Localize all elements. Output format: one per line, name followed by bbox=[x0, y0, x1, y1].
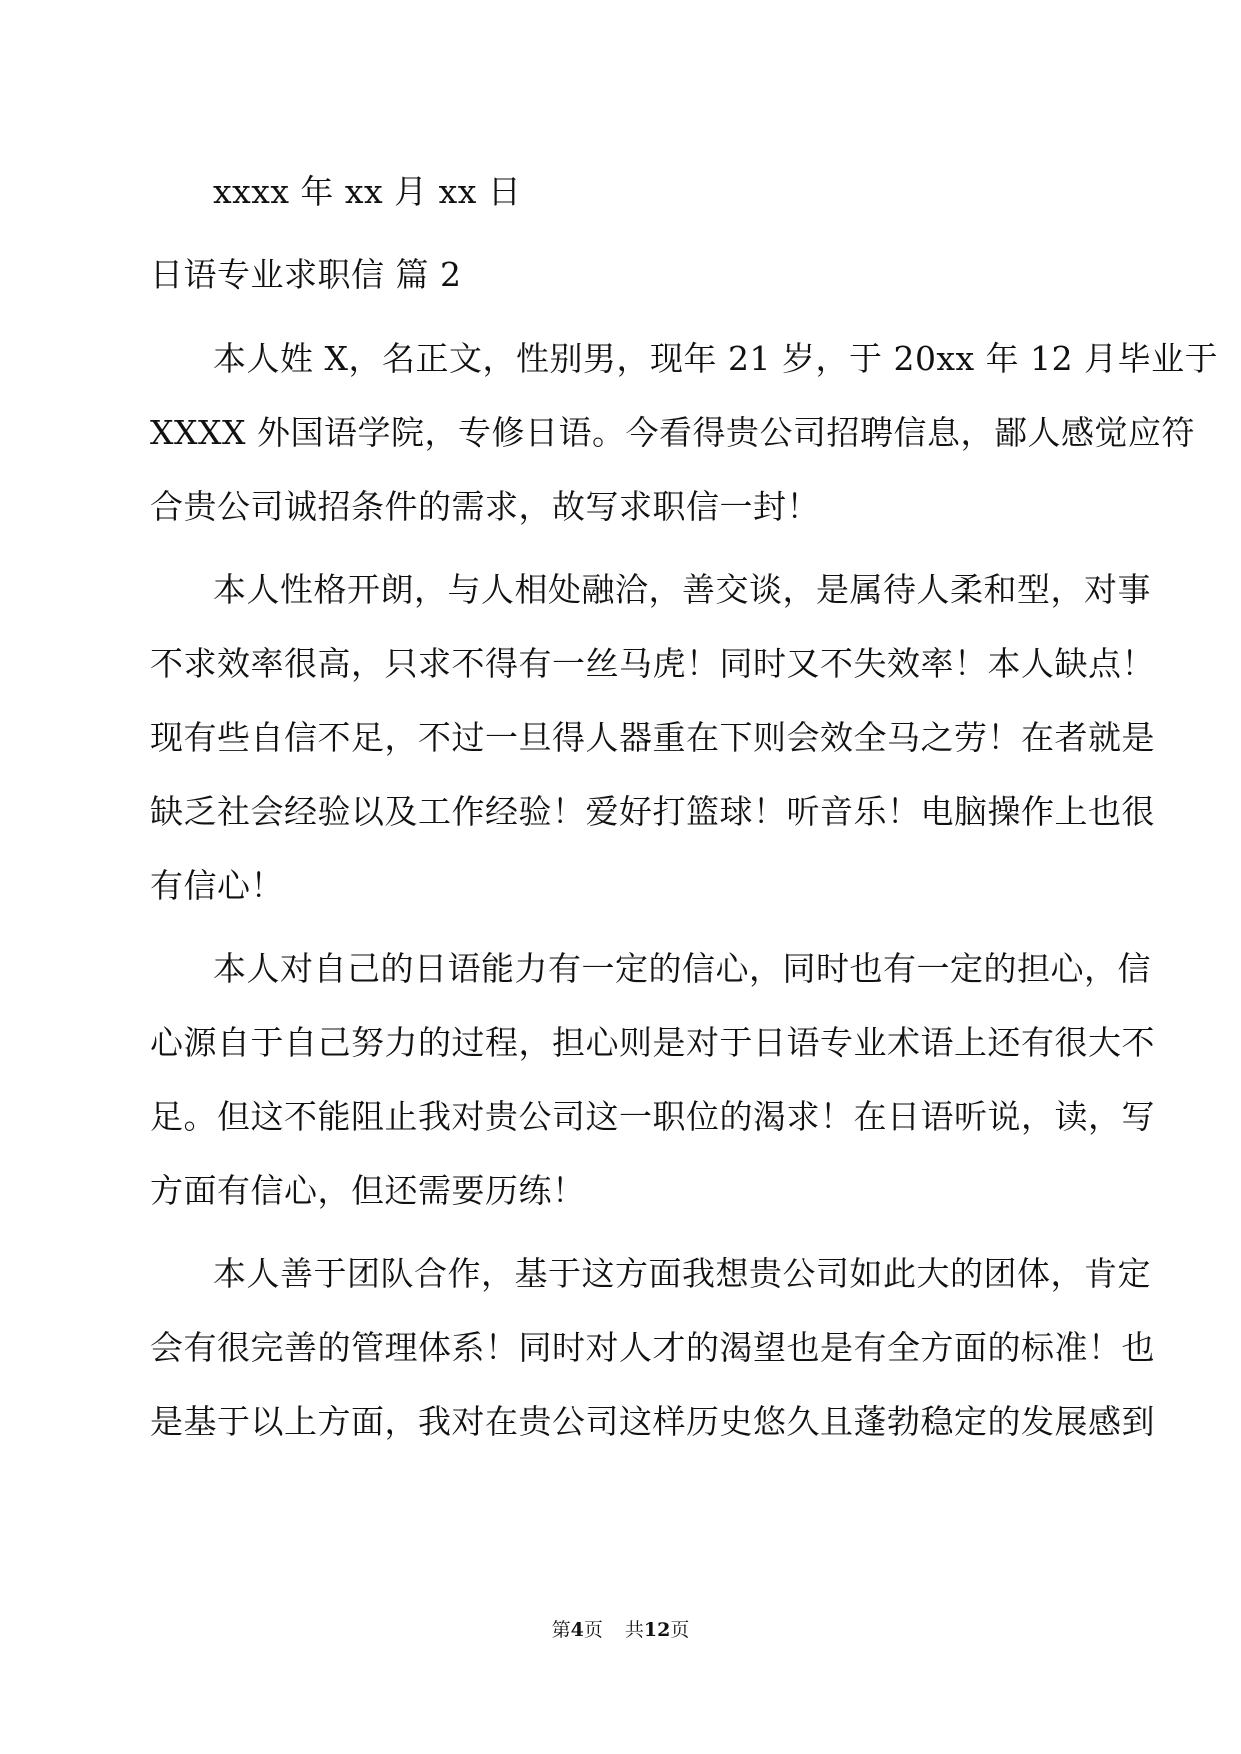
paragraph-3-line-3: 足。但这不能阻止我对贵公司这一职位的渴求！在日语听说，读，写 bbox=[150, 1097, 1155, 1136]
total-prefix: 共 bbox=[624, 1619, 644, 1641]
paragraph-2-line-2: 不求效率很高，只求不得有一丝马虎！同时又不失效率！本人缺点！ bbox=[150, 644, 1155, 683]
paragraph-3-line-1: 本人对自己的日语能力有一定的信心，同时也有一定的担心，信 bbox=[213, 949, 1151, 988]
letter-date: xxxx 年 xx 月 xx 日 bbox=[213, 172, 522, 211]
paragraph-1-line-2: XXXX 外国语学院，专修日语。今看得贵公司招聘信息，鄙人感觉应符 bbox=[150, 413, 1195, 452]
paragraph-4-line-3: 是基于以上方面，我对在贵公司这样历史悠久且蓬勃稳定的发展感到 bbox=[150, 1402, 1155, 1441]
paragraph-1-line-3: 合贵公司诚招条件的需求，故写求职信一封！ bbox=[150, 487, 820, 526]
page-prefix: 第 bbox=[551, 1619, 571, 1641]
paragraph-3-line-4: 方面有信心，但还需要历练！ bbox=[150, 1171, 586, 1210]
total-suffix: 页 bbox=[670, 1619, 690, 1641]
page-footer bbox=[0, 1618, 1241, 1642]
paragraph-2-line-5: 有信心！ bbox=[150, 866, 284, 905]
paragraph-4-line-2: 会有很完善的管理体系！同时对人才的渴望也是有全方面的标准！也 bbox=[150, 1328, 1155, 1367]
section-heading: 日语专业求职信 篇 2 bbox=[150, 255, 462, 294]
paragraph-2-line-3: 现有些自信不足，不过一旦得人器重在下则会效全马之劳！在者就是 bbox=[150, 718, 1155, 757]
page-suffix: 页 bbox=[583, 1619, 603, 1641]
page-number: 4 bbox=[570, 1619, 584, 1641]
paragraph-1-line-1: 本人姓 X，名正文，性别男，现年 21 岁，于 20xx 年 12 月毕业于 bbox=[213, 339, 1219, 378]
paragraph-3-line-2: 心源自于自己努力的过程，担心则是对于日语专业术语上还有很大不 bbox=[150, 1023, 1155, 1062]
paragraph-2-line-4: 缺乏社会经验以及工作经验！爱好打篮球！听音乐！电脑操作上也很 bbox=[150, 792, 1155, 831]
paragraph-4-line-1: 本人善于团队合作，基于这方面我想贵公司如此大的团体，肯定 bbox=[213, 1254, 1151, 1293]
paragraph-2-line-1: 本人性格开朗，与人相处融洽，善交谈，是属待人柔和型，对事 bbox=[213, 570, 1151, 609]
total-pages: 12 bbox=[643, 1619, 671, 1641]
